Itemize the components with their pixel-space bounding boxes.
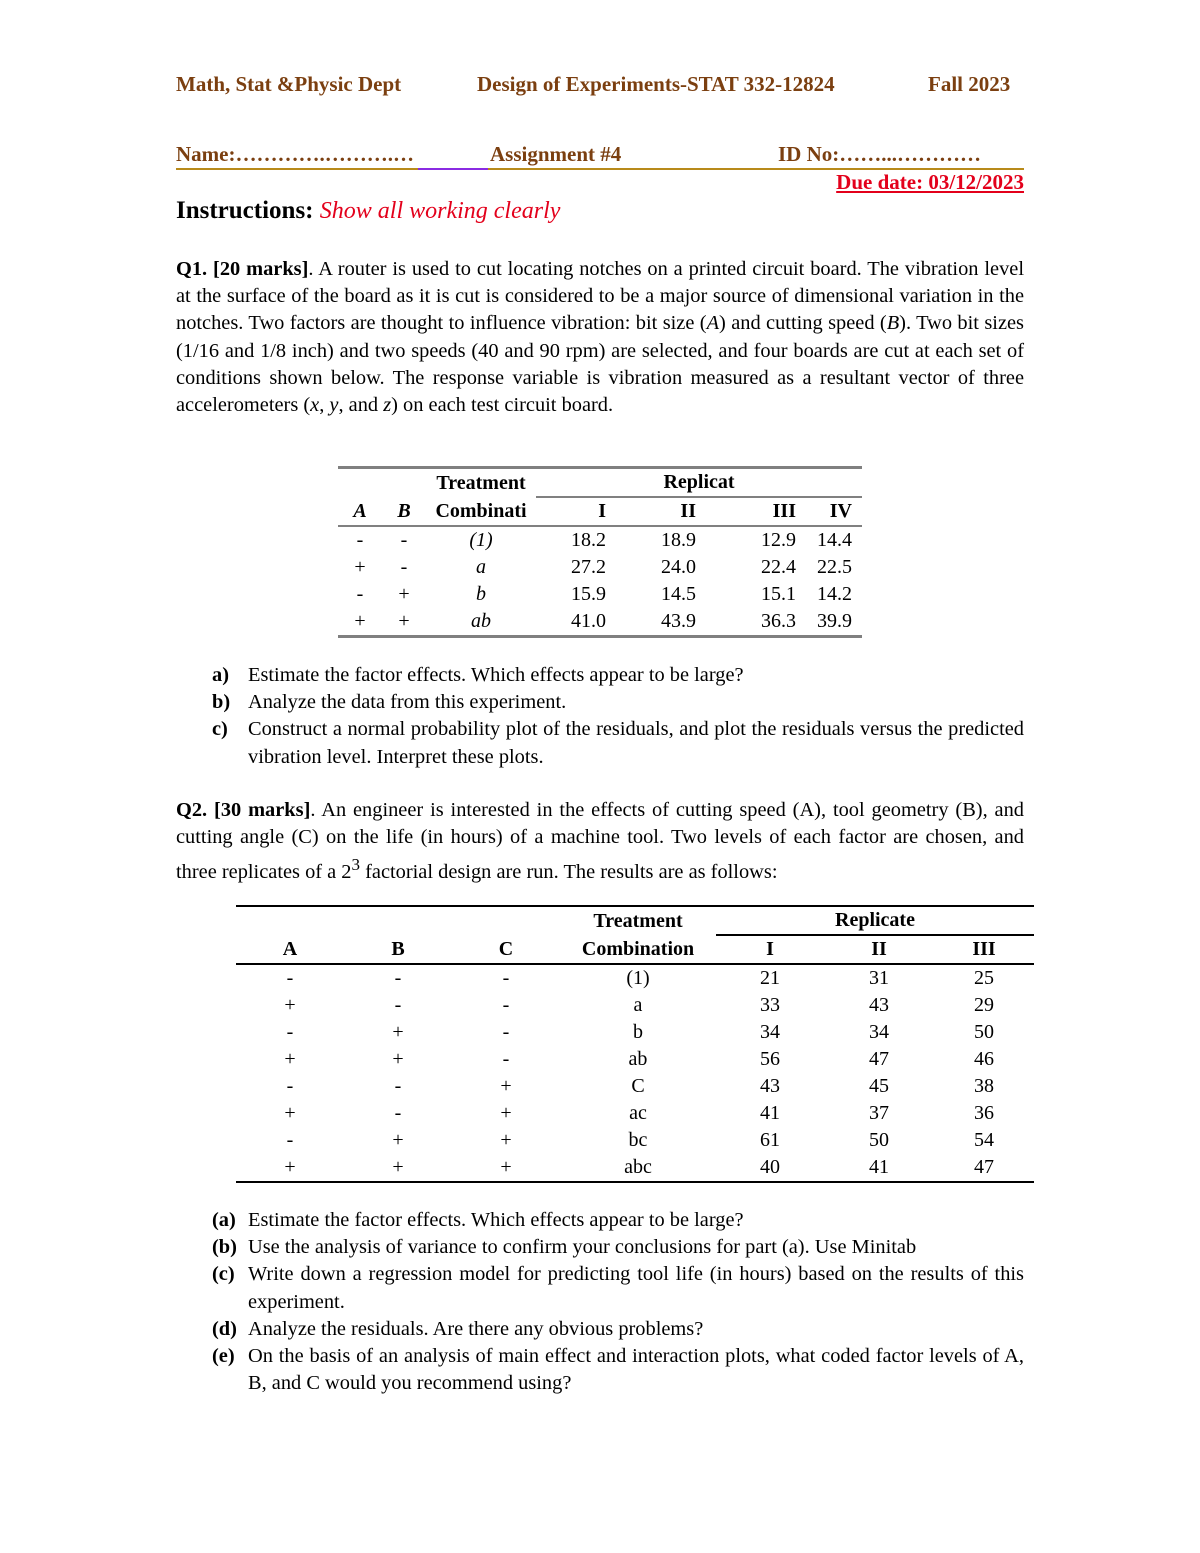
- q2-header-a: A: [282, 937, 298, 960]
- q1-table: [338, 466, 862, 638]
- q1-table-cell: 18.2: [571, 529, 606, 551]
- instructions-text: Show all working clearly: [319, 198, 561, 224]
- q2-table-cell: ac: [629, 1102, 647, 1124]
- q2-table-row: [236, 1127, 1034, 1154]
- q1-table-cell: -: [400, 529, 408, 551]
- q2-part-a: (a) Estimate the factor effects. Which effects appear to be large?: [212, 1209, 744, 1231]
- q2-label: Q2. [30 marks]: [176, 799, 311, 821]
- q2-table-cell: +: [392, 1156, 404, 1178]
- q1-part-b: b) Analyze the data from this experiment.: [212, 691, 567, 714]
- q2-table-cell: -: [502, 1048, 510, 1070]
- q2-table-cell: +: [392, 1021, 404, 1043]
- name-row: [176, 142, 1024, 170]
- q1-text: [176, 256, 1024, 419]
- instructions-label: Instructions:: [176, 197, 314, 224]
- q2-table: [236, 905, 1034, 1183]
- q1-table-cell: 22.5: [817, 556, 852, 578]
- q1-table-cell: +: [398, 583, 410, 605]
- q2-table-row: [236, 1154, 1034, 1182]
- q2-part-c: (c) Write down a regression model for predicting tool life (in hours) based on the results of this experiment.: [212, 1263, 1024, 1313]
- q2-table-row: [236, 1019, 1034, 1046]
- q2-table-cell: 56: [760, 1048, 780, 1070]
- q2-part-d: (d) Analyze the residuals. Are there any obvious problems?: [212, 1317, 704, 1340]
- q1-header-b: B: [397, 499, 411, 522]
- q1-table-cell: 15.1: [761, 583, 796, 605]
- q2-table-cell: -: [394, 1102, 402, 1124]
- q2-table-cell: 43: [760, 1075, 780, 1097]
- q1-table-row: [338, 581, 862, 608]
- q1-table-cell: 24.0: [661, 556, 696, 578]
- q2-table-row: [236, 964, 1034, 992]
- q2-header-b: B: [391, 937, 405, 960]
- q1-table-cell: (1): [469, 529, 493, 551]
- q1-table-cell: 12.9: [761, 529, 796, 551]
- q1-table-cell: 36.3: [761, 610, 796, 632]
- q2-parts: [212, 1207, 1024, 1397]
- q2-table-cell: 43: [869, 994, 889, 1016]
- q2-table-cell: -: [394, 967, 402, 989]
- q1-table-cell: 39.9: [817, 610, 852, 632]
- q1-header-combination: Combinati: [435, 499, 527, 522]
- q2-table-cell: -: [502, 994, 510, 1016]
- q1-table-cell: ab: [471, 610, 491, 632]
- q2-table-cell: 29: [974, 994, 994, 1016]
- due-date: Due date: 03/12/2023: [836, 170, 1024, 194]
- q1-header-rep-3: III: [772, 500, 796, 522]
- q2-table-cell: 40: [760, 1156, 780, 1178]
- q2-table-cell: +: [500, 1102, 512, 1124]
- q2-table-cell: +: [500, 1156, 512, 1178]
- q2-table-cell: +: [284, 994, 296, 1016]
- q2-header-c: C: [498, 937, 514, 960]
- q1-header-replicat: Replicat: [536, 468, 862, 498]
- q2-table-row: [236, 1046, 1034, 1073]
- course-title: Design of Experiments-STAT 332-12824: [477, 72, 835, 96]
- q1-table-cell: 22.4: [761, 556, 796, 578]
- q2-table-cell: +: [284, 1102, 296, 1124]
- q1-table-cell: 43.9: [661, 610, 696, 632]
- q1-table-cell: -: [400, 556, 408, 578]
- q2-table-cell: 21: [760, 967, 780, 989]
- q2-part-e: (e) On the basis of an analysis of main effect and interaction plots, what coded factor levels of A, B, and C would you recommend using?: [212, 1345, 1024, 1395]
- q2-table-cell: 50: [869, 1129, 889, 1151]
- q1-table-cell: 18.9: [661, 529, 696, 551]
- q2-text: [176, 797, 1024, 886]
- q1-table-cell: 14.4: [817, 529, 852, 551]
- q2-table-cell: -: [286, 1129, 294, 1151]
- q2-body: . An engineer is interested in the effects of cutting speed (A), tool geometry (B), and cutting angle (C) on the life (in hours) of a machine tool. Two levels of each factor are chosen, and three replicates of a $2^3$ factorial design are run. The results are as follows:: [176, 799, 1024, 884]
- q2-table-cell: 47: [869, 1048, 889, 1070]
- q2-table-row: [236, 1100, 1034, 1127]
- q2-part-b: (b) Use the analysis of variance to confirm your conclusions for part (a). Use Minitab: [212, 1236, 917, 1259]
- q1-table-cell: -: [356, 529, 364, 551]
- q2-table-cell: b: [633, 1021, 643, 1043]
- q2-table-cell: -: [286, 1075, 294, 1097]
- q1-table-cell: +: [354, 610, 366, 632]
- q2-table-cell: 36: [974, 1102, 994, 1124]
- q2-header-combination: Combination: [581, 937, 695, 960]
- q2-table-cell: 25: [974, 967, 994, 989]
- q1-table-cell: +: [398, 610, 410, 632]
- q2-header-replicate: Replicate: [716, 906, 1034, 935]
- q2-table-cell: 54: [974, 1129, 994, 1151]
- q1-body: . A router is used to cut locating notches on a printed circuit board. The vibration level at the surface of the board as it is cut is considered to be a major source of dimensional variation in the notches. Two factors are thought to influence vibration: bit size (A) and cutting speed (B). Two bit sizes (1/16 and 1/8 inch) and two speeds (40 and 90 rpm) are selected, and four boards are cut at each set of conditions shown below. The response variable is vibration measured as a resultant vector of three accelerometers (x, y, and z) on each test circuit board.: [176, 258, 1025, 417]
- q2-table-cell: 31: [869, 967, 889, 989]
- q2-table-cell: 61: [760, 1129, 780, 1151]
- q1-table-cell: 41.0: [571, 610, 606, 632]
- name-row-underline-accent: [418, 168, 488, 170]
- q2-table-cell: -: [394, 994, 402, 1016]
- q2-table-cell: +: [284, 1156, 296, 1178]
- q1-table-cell: +: [354, 556, 366, 578]
- q2-header-treatment: Treatment: [593, 909, 683, 932]
- q1-part-c: c) Construct a normal probability plot of the residuals, and plot the residuals versus the predicted vibration level. Interpret these plots.: [212, 718, 1024, 768]
- q2-table-cell: 41: [869, 1156, 889, 1178]
- q1-table-cell: 27.2: [571, 556, 606, 578]
- q2-table-cell: 46: [974, 1048, 994, 1070]
- q1-header-rep-1: I: [598, 500, 606, 522]
- q2-table-cell: 33: [760, 994, 780, 1016]
- q2-table-cell: bc: [628, 1129, 648, 1151]
- q2-table-cell: 41: [760, 1102, 780, 1124]
- q1-part-a: a) Estimate the factor effects. Which effects appear to be large?: [212, 664, 744, 686]
- q1-table-cell: 15.9: [571, 583, 606, 605]
- q1-table-cell: -: [356, 583, 364, 605]
- q1-header-treatment: Treatment: [436, 471, 526, 494]
- q1-table-cell: 14.5: [661, 583, 696, 605]
- q2-table-cell: 47: [974, 1156, 994, 1178]
- term: Fall 2023: [928, 72, 1011, 96]
- q1-table-cell: 14.2: [817, 583, 852, 605]
- q2-table-row: [236, 1073, 1034, 1100]
- id-field[interactable]: ID No:……...…………: [778, 142, 981, 166]
- q1-parts: [212, 662, 1024, 771]
- q1-table-cell: a: [476, 556, 486, 578]
- q2-header-rep-2: II: [871, 938, 887, 960]
- q2-table-cell: +: [500, 1129, 512, 1151]
- q2-table-cell: -: [502, 967, 510, 989]
- q2-table-cell: -: [394, 1075, 402, 1097]
- q2-header-rep-1: I: [766, 938, 774, 960]
- q2-table-cell: -: [502, 1021, 510, 1043]
- q2-table-cell: abc: [624, 1156, 652, 1178]
- q2-table-cell: -: [286, 1021, 294, 1043]
- q2-table-cell: C: [631, 1075, 645, 1097]
- q1-table-cell: b: [476, 583, 486, 605]
- q2-table-cell: +: [392, 1048, 404, 1070]
- q1-table-row: [338, 608, 862, 637]
- q1-label: Q1. [20 marks]: [176, 258, 309, 280]
- q2-table-cell: +: [392, 1129, 404, 1151]
- q2-table-cell: +: [500, 1075, 512, 1097]
- q2-table-cell: 34: [869, 1021, 889, 1043]
- q1-table-row: [338, 554, 862, 581]
- q2-table-cell: +: [284, 1048, 296, 1070]
- q2-table-cell: 37: [869, 1102, 889, 1124]
- q2-table-cell: 38: [974, 1075, 994, 1097]
- assignment-title: Assignment #4: [490, 142, 622, 166]
- q1-header-a: A: [353, 499, 367, 522]
- q1-table-row: [338, 526, 862, 554]
- q2-table-cell: (1): [626, 967, 650, 989]
- q1-header-rep-4: IV: [829, 500, 852, 522]
- q2-table-cell: 45: [869, 1075, 889, 1097]
- dept-name: Math, Stat &Physic Dept: [176, 72, 402, 96]
- q2-table-cell: 50: [974, 1021, 994, 1043]
- q1-header-rep-2: II: [680, 500, 696, 522]
- q2-header-rep-3: III: [972, 938, 996, 960]
- name-field[interactable]: Name:………….……….…: [176, 142, 414, 166]
- q2-table-cell: 34: [760, 1021, 780, 1043]
- q2-table-cell: -: [286, 967, 294, 989]
- q2-table-row: [236, 992, 1034, 1019]
- q2-table-cell: a: [633, 994, 643, 1016]
- q2-table-cell: ab: [628, 1048, 648, 1070]
- instructions: [176, 197, 560, 225]
